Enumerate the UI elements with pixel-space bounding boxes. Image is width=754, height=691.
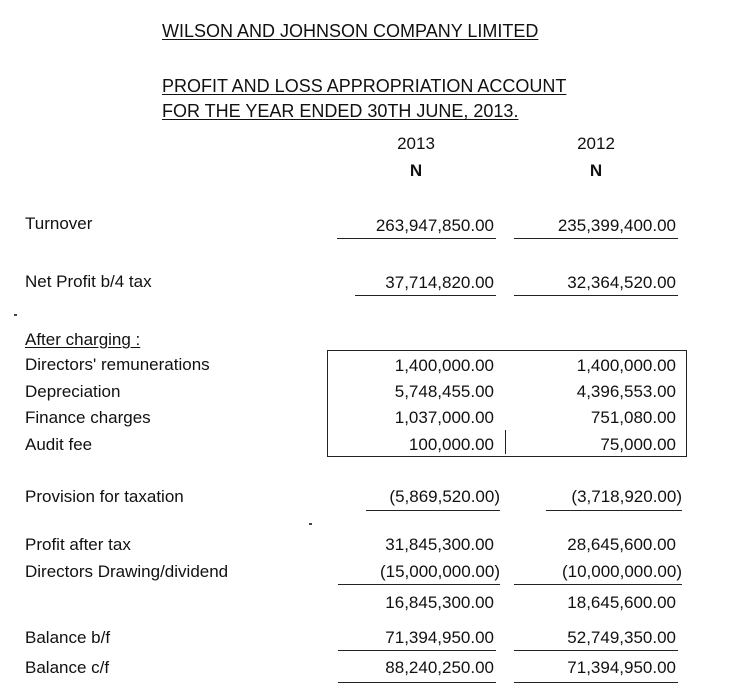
provision-tax-2012: (3,718,920.00) bbox=[571, 487, 682, 506]
underline bbox=[338, 650, 496, 651]
underline bbox=[514, 650, 678, 651]
statement-period: FOR THE YEAR ENDED 30TH JUNE, 2013. bbox=[162, 101, 519, 121]
finance-charges-2013: 1,037,000.00 bbox=[394, 408, 494, 427]
audit-fee-2013: 100,000.00 bbox=[408, 435, 494, 454]
underline bbox=[514, 295, 678, 296]
subtotal-2013: 16,845,300.00 bbox=[385, 593, 494, 612]
balance-cf-label: Balance c/f bbox=[25, 658, 110, 677]
depreciation-2012: 4,396,553.00 bbox=[576, 382, 676, 401]
turnover-2013: 263,947,850.00 bbox=[375, 216, 494, 235]
profit-after-tax-2013: 31,845,300.00 bbox=[385, 535, 494, 554]
drawing-dividend-2013: (15,000,000.00) bbox=[379, 562, 500, 581]
underline bbox=[337, 238, 496, 239]
balance-bf-2012: 52,749,350.00 bbox=[567, 628, 676, 647]
provision-tax-label: Provision for taxation bbox=[25, 487, 184, 506]
double-underline bbox=[514, 682, 678, 683]
underline bbox=[338, 584, 500, 585]
depreciation-2013: 5,748,455.00 bbox=[394, 382, 494, 401]
profit-after-tax-2012: 28,645,600.00 bbox=[567, 535, 676, 554]
turnover-label: Turnover bbox=[25, 214, 93, 233]
drawing-dividend-2012: (10,000,000.00) bbox=[561, 562, 682, 581]
directors-rem-label: Directors' remunerations bbox=[25, 355, 210, 374]
provision-tax-2013: (5,869,520.00) bbox=[389, 487, 500, 506]
directors-rem-2013: 1,400,000.00 bbox=[394, 356, 494, 375]
net-profit-2013: 37,714,820.00 bbox=[385, 273, 494, 292]
finance-charges-label: Finance charges bbox=[25, 408, 151, 427]
audit-fee-divider bbox=[505, 430, 506, 454]
double-underline bbox=[338, 682, 496, 683]
scan-speck bbox=[309, 523, 312, 525]
depreciation-label: Depreciation bbox=[25, 382, 121, 401]
audit-fee-label: Audit fee bbox=[25, 435, 93, 454]
underline bbox=[546, 510, 682, 511]
turnover-2012: 235,399,400.00 bbox=[557, 216, 676, 235]
year-2012-heading: 2012 bbox=[577, 134, 615, 153]
balance-cf-2012: 71,394,950.00 bbox=[567, 658, 676, 677]
balance-cf-2013: 88,240,250.00 bbox=[385, 658, 494, 677]
scan-speck bbox=[14, 314, 17, 316]
currency-2013-heading: N bbox=[409, 161, 423, 180]
statement-title: PROFIT AND LOSS APPROPRIATION ACCOUNT bbox=[162, 76, 567, 96]
balance-bf-label: Balance b/f bbox=[25, 628, 111, 647]
underline bbox=[514, 584, 682, 585]
net-profit-2012: 32,364,520.00 bbox=[567, 273, 676, 292]
underline bbox=[355, 295, 496, 296]
finance-charges-2012: 751,080.00 bbox=[590, 408, 676, 427]
balance-bf-2013: 71,394,950.00 bbox=[385, 628, 494, 647]
drawing-dividend-label: Directors Drawing/dividend bbox=[25, 562, 229, 581]
directors-rem-2012: 1,400,000.00 bbox=[576, 356, 676, 375]
after-charging-label: After charging : bbox=[25, 330, 141, 349]
underline bbox=[514, 238, 678, 239]
underline bbox=[366, 510, 500, 511]
audit-fee-2012: 75,000.00 bbox=[600, 435, 676, 454]
net-profit-label: Net Profit b/4 tax bbox=[25, 272, 152, 291]
company-name: WILSON AND JOHNSON COMPANY LIMITED bbox=[162, 21, 539, 41]
year-2013-heading: 2013 bbox=[397, 134, 435, 153]
currency-2012-heading: N bbox=[589, 161, 603, 180]
profit-after-tax-label: Profit after tax bbox=[25, 535, 131, 554]
subtotal-2012: 18,645,600.00 bbox=[567, 593, 676, 612]
